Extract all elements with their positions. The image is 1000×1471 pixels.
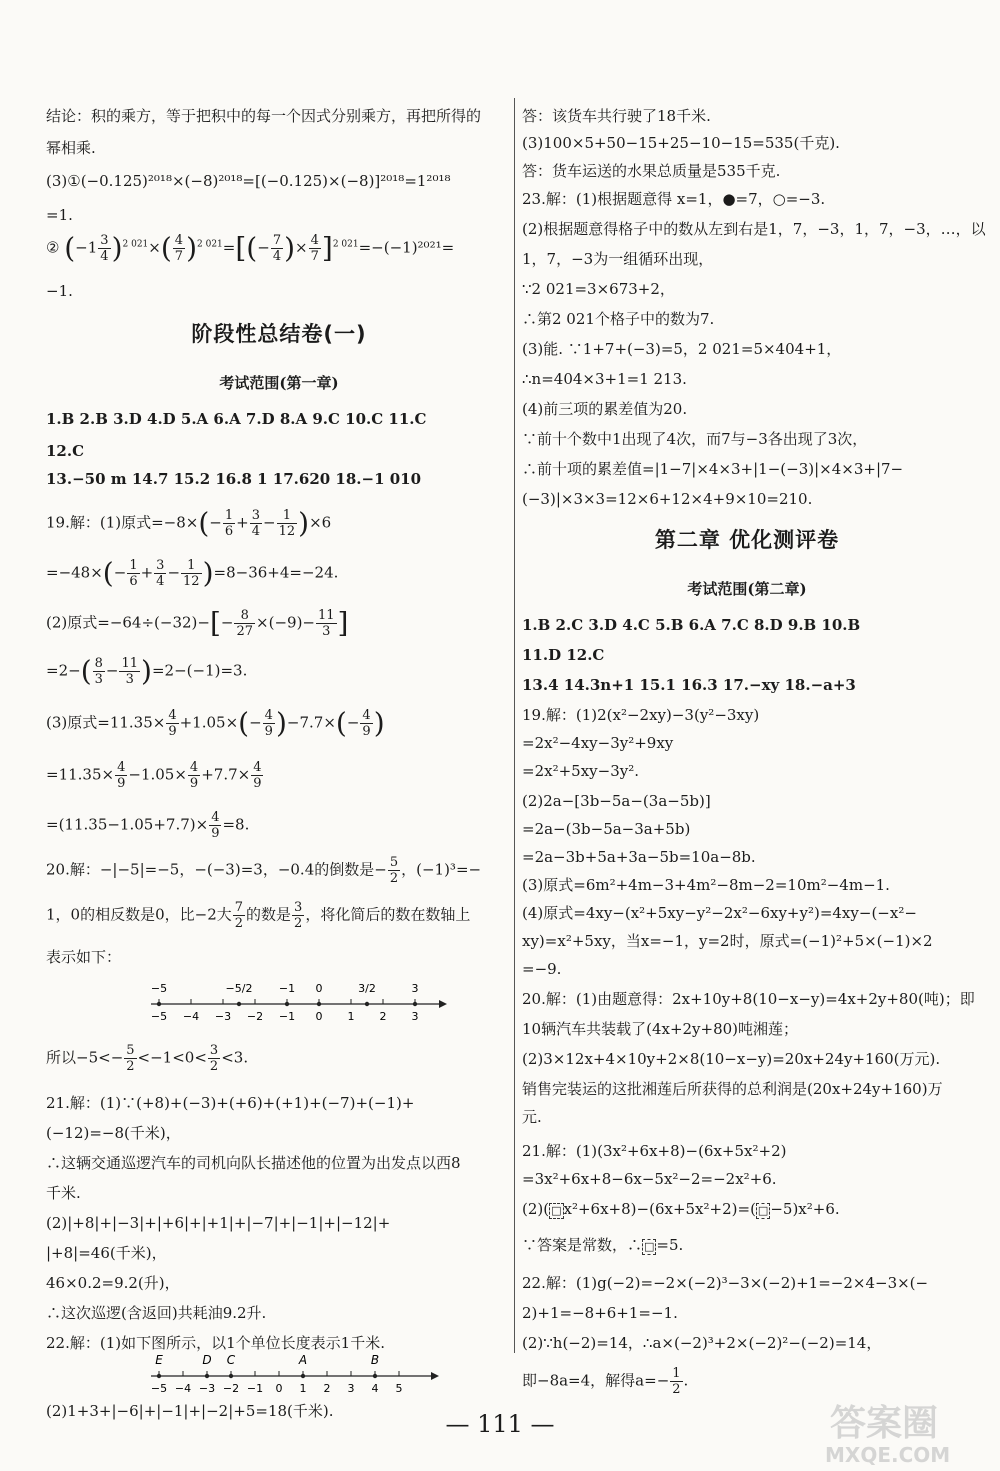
math-line: =(11.35−1.05+7.7)× $\frac{4}{9}$ =8. [46,810,250,841]
text-line: (−3)|×3×3=12×6+12×4+9×10=210. [522,490,813,508]
text-line: ∵2 021=3×673+2， [522,280,675,298]
tick-label: 3 [411,1010,419,1023]
answer-line: 12.C [46,442,85,460]
tick-label: 2 [379,1010,387,1023]
text-line: 21.解：(1)(3x²+6x+8)−(6x+5x²+2) [522,1142,787,1160]
answer-line: 1.B 2.B 3.D 4.D 5.A 6.A 7.D 8.A 9.C 10.C 11.C [46,410,427,428]
text-line: 20.解：(1)由题意得：2x+10y+8(10−x−y)=4x+2y+80(吨)；即 [522,990,975,1008]
math-line: (3)原式=11.35× $\frac{4}{9}$ +1.05×(− $\frac{4}{9}$ )−7.7×(− $\frac{4}{9}$ ) [46,706,385,740]
point [285,1002,289,1006]
text-line: (2)∵h(−2)=14，∴a×(−2)³+2×(−2)²−(−2)=14， [522,1334,882,1352]
tick-label: −5 [151,1010,168,1023]
text-line: xy)=x²+5xy，当x=−1，y=2时，原式=(−1)²+5×(−1)×2 [522,932,933,950]
text-line: 2)+1=−8+6+1=−1. [522,1304,678,1322]
math-line: 19.解：(1)原式=−8×(− $\frac{1}{6}$ + $\frac{3}{4}$ − $\frac{1}{12}$ )×6 [46,506,332,540]
math-line: =2−( $\frac{8}{3}$ − $\frac{11}{3}$ )=2−(−1)=3. [46,654,248,688]
tick-label: −3 [214,1010,232,1023]
text-line: =3x²+6x+8−6x−5x²−2=−2x²+6. [522,1170,777,1188]
point-label: 3 [411,982,419,995]
point-label: 3/2 [358,982,376,995]
math-line: (2)原式=−64÷(−32)−[− $\frac{8}{27}$ ×(−9)− $\frac{11}{3}$ ] [46,606,349,640]
text-line: 19.解：(1)2(x²−2xy)−3(y²−3xy) [522,706,760,724]
fraction: $\frac{4}{7}$ [310,233,319,264]
point [413,1002,417,1006]
number-line-1 [151,970,451,1036]
point-label: 0 [315,982,323,995]
watermark-url: MXQE.COM [825,1443,951,1467]
text-line: 销售完装运的这批湘莲后所获得的总利润是(20x+24y+160)万 [522,1080,943,1098]
point-label: −5 [151,982,168,995]
point [365,1002,369,1006]
section-scope: 考试范围(第一章) [219,374,339,392]
text-line: 幂相乘. [46,139,96,157]
point-label: D [202,1353,212,1367]
math-line: 所以−5<− $\frac{5}{2}$ <−1<0< $\frac{3}{2}$ <3. [46,1043,249,1074]
answer-line: 1.B 2.C 3.D 4.C 5.B 6.A 7.C 8.D 9.B 10.B [522,616,861,634]
text-line: (3)①(−0.125)²⁰¹⁸×(−8)²⁰¹⁸=[(−0.125)×(−8)]²⁰¹⁸=1²⁰¹⁸ [46,172,451,190]
text-line: (2)1+3+|−6|+|−1|+|−2|+5=18(千米). [46,1402,334,1420]
text-line: ∴第2 021个格子中的数为7. [522,310,715,328]
point [301,1374,305,1378]
text-line: =2x²−4xy−3y²+9xy [522,734,674,752]
tick-label: 0 [315,1010,323,1023]
text-line: (3)原式=6m²+4m−3+4m²−8m−2=10m²−4m−1. [522,876,890,894]
tick-label: −4 [174,1382,192,1395]
tick-label: 1 [299,1382,307,1395]
point-label: E [155,1353,163,1367]
math-line: 1，0的相反数是0，比−2大 $\frac{7}{2}$ 的数是 $\frac{3}{2}$ ，将化简后的数在数轴上 [46,900,471,931]
tick-label: 0 [275,1382,283,1395]
text-line: =2x²+5xy−3y². [522,762,639,780]
text-line: (4)前三项的累差值为20. [522,400,688,418]
point-label: −5/2 [225,982,253,995]
point-label: −1 [278,982,296,995]
answer-line: 11.D 12.C [522,646,605,664]
math-line: 20.解：−|−5|=−5，−(−3)=3，−0.4的倒数是− $\frac{5}{2}$ ，(−1)³=− [46,855,482,886]
point [317,1002,321,1006]
text-line: 表示如下： [46,948,122,966]
text-line: 22.解：(1)如下图所示，以1个单位长度表示1千米. [46,1334,385,1352]
text-line: −1. [46,282,73,300]
point [157,1002,161,1006]
tick-label: 3 [347,1382,355,1395]
text-line: =2a−(3b−5a−3a+5b) [522,820,691,838]
text-line: 千米. [46,1184,81,1202]
column-divider [514,98,515,1353]
text-line: (4)原式=4xy−(x²+5xy−y²−2x²−6xy+y²)=4xy−(−x²− [522,904,917,922]
text-line: |+8|=46(千米)， [46,1244,167,1262]
text-line: ∴这辆交通巡逻汽车的司机向队长描述他的位置为出发点以西8 [46,1154,461,1172]
text-line: 1，7，−3为一组循环出现， [522,250,714,268]
text-line: 23.解：(1)根据题意得 x=1，●=7，○=−3. [522,190,826,208]
tick-label: −4 [182,1010,200,1023]
tick-label: 4 [371,1382,379,1395]
text-line: (3)能. ∵1+7+(−3)=5，2 021=5×404+1， [522,340,842,358]
blank-box: □ [551,1204,562,1217]
answer-line: 13.−50 m 14.7 15.2 16.8 1 17.620 18.−1 010 [46,470,422,488]
section-scope: 考试范围(第二章) [687,580,807,598]
tick-label: −5 [151,1382,168,1395]
answer-line: 13.4 14.3n+1 15.1 16.3 17.−xy 18.−a+3 [522,676,856,694]
text-line: =1. [46,206,73,224]
point [157,1374,161,1378]
tick-label: −2 [222,1382,240,1395]
fraction: $\frac{4}{7}$ [174,233,184,264]
text-line: (2)3×12x+4×10y+2×8(10−x−y)=20x+24y+160(万元). [522,1050,941,1068]
text-line: =2a−3b+5a+3a−5b=10a−8b. [522,848,756,866]
text-line: (2)2a−[3b−5a−(3a−5b)] [522,792,711,810]
text-line: 答：该货车共行驶了18千米. [522,107,711,125]
tick-label: −2 [246,1010,264,1023]
point-label: C [226,1353,236,1367]
circled-2: ② [46,238,60,257]
math-line: =−48×(− $\frac{1}{6}$ + $\frac{3}{4}$ − $\frac{1}{12}$ )=8−36+4=−24. [46,556,339,590]
point [373,1374,377,1378]
point [229,1374,233,1378]
text-line: 元. [522,1108,542,1126]
text-line: ∴n=404×3+1=1 213. [522,370,687,388]
math-line: ② (−1 $\frac{3}{4}$ )$^{2 021}$×( $\frac{4}{7}$ )$^{2 021}$=[(− $\frac{7}{4}$ )× $\frac{4}{7}$ ]$^{2 021}$=−(−1)²⁰²¹= [46,231,455,265]
math-line: (2)( □ x²+6x+8)−(6x+5x²+2)=( □ −5)x²+6. [522,1200,840,1218]
watermark-logo: 答案圈 [830,1403,939,1444]
point-label: B [370,1353,380,1367]
section-title: 阶段性总结卷(一) [191,322,367,346]
tick-label: 1 [347,1010,355,1023]
text-line: ∴前十项的累差值=|1−7|×4×3+|1−(−3)|×4×3+|7− [522,460,904,478]
blank-box: □ [644,1240,655,1253]
fraction: $\frac{7}{4}$ [272,233,282,264]
section-title: 第二章 优化测评卷 [654,528,840,552]
tick-label: −1 [246,1382,264,1395]
point [237,1002,241,1006]
page-number: — 111 — [445,1410,555,1438]
text-line: =−9. [522,960,562,978]
text-line: 21.解：(1)∵(+8)+(−3)+(+6)+(+1)+(−7)+(−1)+ [46,1094,415,1112]
blank-box: □ [757,1204,769,1217]
text-line: 22.解：(1)g(−2)=−2×(−2)³−3×(−2)+1=−2×4−3×(− [522,1274,929,1292]
text-line: 46×0.2=9.2(升)， [46,1274,180,1292]
tick-label: −1 [278,1010,296,1023]
point [205,1374,209,1378]
tick-label: 2 [323,1382,331,1395]
tick-label: 5 [395,1382,403,1395]
text-line: (2)根据题意得格子中的数从左到右是1，7，−3，1，7，−3，…，以 [522,220,986,238]
text-line: 答：货车运送的水果总质量是535千克. [522,162,781,180]
text-line: 10辆汽车共装载了(4x+2y+80)吨湘莲； [522,1020,799,1038]
text-line: (2)|+8|+|−3|+|+6|+|+1|+|−7|+|−1|+|−12|+ [46,1214,391,1232]
tick-label: −3 [198,1382,216,1395]
text-line: 结论：积的乘方，等于把积中的每一个因式分别乘方，再把所得的 [46,107,482,125]
math-line: =11.35× $\frac{4}{9}$ −1.05× $\frac{4}{9}$ +7.7× $\frac{4}{9}$ [46,760,262,791]
text-line: ∴这次巡逻(含返回)共耗油9.2升. [46,1304,267,1322]
text-line: ∵前十个数中1出现了4次，而7与−3各出现了3次， [522,430,868,448]
math-line: 即−8a=4，解得a=− $\frac{1}{2}$ . [522,1366,689,1397]
math-line: ∵答案是常数，∴ □ =5. [522,1236,684,1254]
text-line: (−12)=−8(千米)， [46,1124,181,1142]
fraction: $\frac{3}{4}$ [100,233,109,264]
number-line-2 [151,1352,451,1404]
text-line: (3)100×5+50−15+25−10−15=535(千克). [522,134,840,152]
point-label: A [298,1353,308,1367]
